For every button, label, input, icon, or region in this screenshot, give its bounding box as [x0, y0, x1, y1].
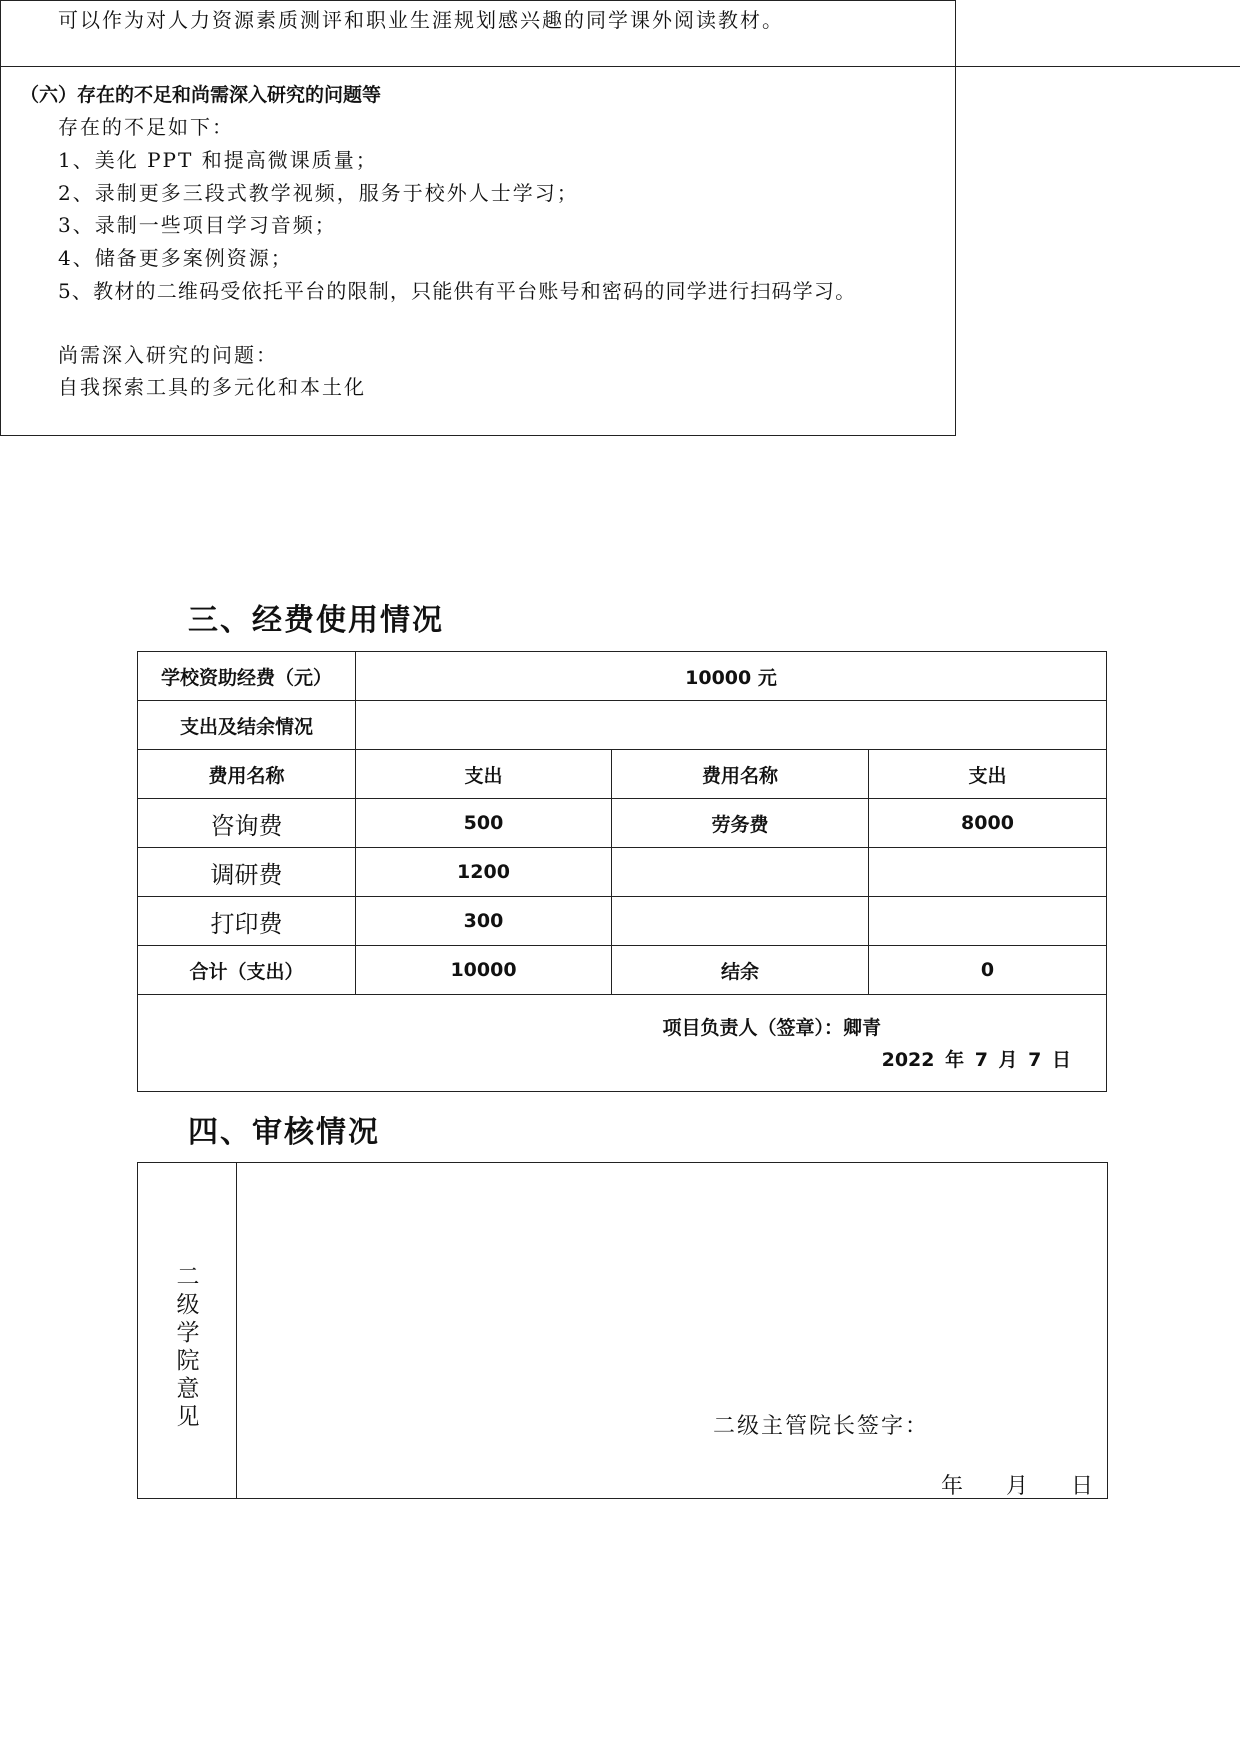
fee-amount: 500 [356, 799, 612, 848]
table-row [138, 799, 1107, 848]
college-opinion-label: 二级学院意见 [176, 1264, 200, 1430]
shortcomings-box [0, 0, 956, 436]
fee-name: 劳务费 [612, 799, 869, 848]
research-label: 尚需深入研究的问题： [58, 343, 278, 367]
fee-amount: 8000 [869, 799, 1107, 848]
column-header: 支出 [356, 750, 612, 799]
grant-value: 10000 元 [356, 652, 1107, 701]
intro-line: 存在的不足如下： [58, 115, 234, 139]
expense-label: 支出及结余情况 [138, 701, 356, 750]
table-row [138, 848, 1107, 897]
expense-value [356, 701, 1107, 750]
fee-amount [869, 897, 1107, 946]
signature-cell [138, 995, 1107, 1092]
date-placeholder: 年 月 日 [941, 1474, 1093, 1499]
grant-label: 学校资助经费（元） [138, 652, 356, 701]
table-row [138, 897, 1107, 946]
fee-amount: 1200 [356, 848, 612, 897]
column-header: 费用名称 [138, 750, 356, 799]
signer-line: 项目负责人（签章）：卿青 [662, 1017, 881, 1039]
divider [236, 1163, 237, 1498]
table-row [138, 946, 1107, 995]
fee-amount: 300 [356, 897, 612, 946]
review-box [137, 1162, 1108, 1499]
total-value: 10000 [356, 946, 612, 995]
dean-sign-label: 二级主管院长签字： [713, 1414, 930, 1439]
fee-name [612, 848, 869, 897]
funding-title: 三、经费使用情况 [188, 603, 444, 638]
list-item: 3、录制一些项目学习音频； [58, 213, 337, 237]
table-row [138, 652, 1107, 701]
fee-name: 咨询费 [138, 799, 356, 848]
review-title: 四、审核情况 [188, 1115, 380, 1150]
fee-name: 打印费 [138, 897, 356, 946]
table-row [138, 701, 1107, 750]
fee-amount [869, 848, 1107, 897]
fee-name: 调研费 [138, 848, 356, 897]
balance-value: 0 [869, 946, 1107, 995]
section-heading: （六）存在的不足和尚需深入研究的问题等 [20, 84, 382, 106]
research-text: 自我探索工具的多元化和本土化 [58, 375, 366, 399]
list-item: 5、教材的二维码受依托平台的限制，只能供有平台账号和密码的同学进行扫码学习。 [58, 279, 857, 303]
divider [0, 66, 1240, 67]
balance-label: 结余 [612, 946, 869, 995]
column-header: 费用名称 [612, 750, 869, 799]
column-header: 支出 [869, 750, 1107, 799]
table-header-row [138, 750, 1107, 799]
fee-name [612, 897, 869, 946]
list-item: 1、美化 PPT 和提高微课质量； [58, 148, 378, 172]
carry-over-line: 可以作为对人力资源素质测评和职业生涯规划感兴趣的同学课外阅读教材。 [58, 8, 784, 32]
fee-table [137, 651, 1107, 1092]
sign-date: 2022 年 7 月 7 日 [881, 1049, 1071, 1071]
signature-row [138, 995, 1107, 1092]
total-label: 合计（支出） [138, 946, 356, 995]
list-item: 2、录制更多三段式教学视频，服务于校外人士学习； [58, 181, 579, 205]
list-item: 4、储备更多案例资源； [58, 246, 293, 270]
